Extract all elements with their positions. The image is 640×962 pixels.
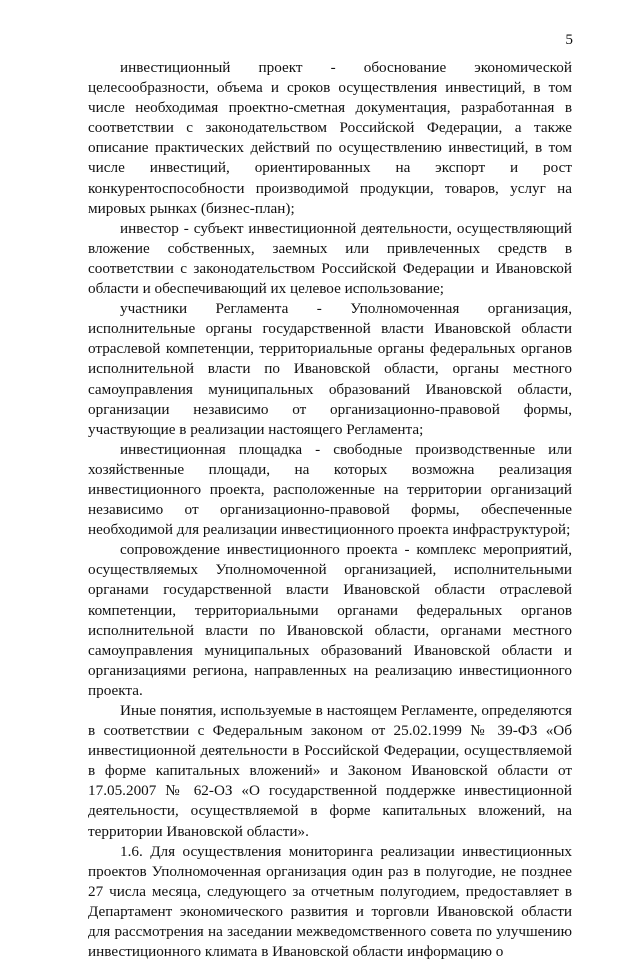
paragraph-project-support-definition: сопровождение инвестиционного проекта - комплекс мероприятий, осуществляемых Уполномоченной организацией, исполнительными органами государственной власти Ивановской области отраслевой компетенции, территориальными органами федеральных органов исполнительной власти по Ивановской области, органами местного самоуправления муниципальных образований Ивановской области и организациями региона, направленных на реализацию инвестиционного проекта.: [88, 541, 572, 699]
page-number: 5: [565, 31, 573, 48]
paragraph-investment-site-definition: инвестиционная площадка - свободные производственные или хозяйственные площади, на которых возможна реализация инвестиционного проекта, расположенные на территории организаций независимо от организационно-правовой формы, обеспеченные необходимой для реализации инвестиционного проекта инфраструктурой;: [88, 440, 572, 539]
paragraph-investor-definition: инвестор - субъект инвестиционной деятельности, осуществляющий вложение собственных, заемных или привлеченных средств в соответствии с законодательством Российской Федерации и Ивановской области и обеспечивающий их целевое использование;: [88, 219, 572, 298]
paragraph-investment-project-definition: инвестиционный проект - обоснование экономической целесообразности, объема и сроков осуществления инвестиций, в том числе необходимая проектно-сметная документация, разработанная в соответствии с законодательством Российской Федерации, а также описание практических действий по осуществлению инвестиций, в том числе инвестиций, ориентированных на экспорт и рост конкурентоспособности производимой продукции, товаров, услуг на мировых рынках (бизнес-план);: [88, 59, 572, 217]
paragraph-other-concepts: Иные понятия, используемые в настоящем Регламенте, определяются в соответствии с Федеральным законом от 25.02.1999 № 39-ФЗ «Об инвестиционной деятельности в Российской Федерации, осуществляемой в форме капитальных вложений» и Законом Ивановской области от 17.05.2007 № 62-ОЗ «О государственной поддержке инвестиционной деятельности, осуществляемой в форме капитальных вложений, на территории Ивановской области».: [88, 702, 572, 840]
paragraph-participants-definition: участники Регламента - Уполномоченная организация, исполнительные органы государственной власти Ивановской области отраслевой компетенции, территориальные органы федеральных органов исполнительной власти по Ивановской области, органы местного самоуправления муниципальных образований Ивановской области, организации независимо от организационно-правовой формы, участвующие в реализации настоящего Регламента;: [88, 300, 572, 438]
paragraph-section-1-6: 1.6. Для осуществления мониторинга реализации инвестиционных проектов Уполномоченная организация один раз в полугодие, не позднее 27 числа месяца, следующего за отчетным полугодием, предоставляет в Департамент экономического развития и торговли Ивановской области для рассмотрения на заседании межведомственного совета по улучшению инвестиционного климата в Ивановской области информацию о: [88, 842, 572, 961]
document-body: [88, 58, 572, 962]
